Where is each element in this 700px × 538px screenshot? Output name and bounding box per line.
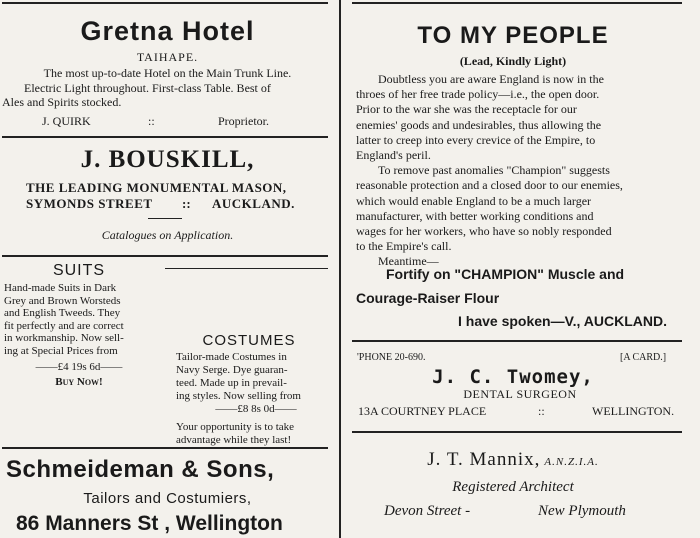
suits-costumes-rule	[165, 268, 328, 269]
twomey-separator: ::	[538, 404, 545, 418]
costumes-closing	[176, 421, 336, 447]
schmeideman-address: 86 Manners St , Wellington	[16, 512, 283, 535]
champion-line: Meantime—	[378, 254, 439, 269]
champion-signoff: I have spoken—V., AUCKLAND.	[458, 313, 668, 329]
champion-line: which would enable England to be a much larger	[356, 193, 592, 208]
bouskill-street: SYMONDS STREET	[26, 196, 153, 211]
suits-line: fit perfectly and are correct	[4, 319, 124, 332]
costumes-closing-line: Your opportunity is to take	[176, 421, 295, 433]
mannix-street: Devon Street -	[384, 503, 471, 519]
bouskill-short-rule	[148, 218, 182, 219]
divider-bouskill	[2, 255, 328, 257]
mannix-qualifications: A.N.Z.I.A.	[544, 456, 599, 468]
bouskill-catalogues: Catalogues on Application.	[101, 228, 234, 242]
champion-fortify-line-1: Fortify on "CHAMPION" Muscle and	[386, 266, 625, 282]
divider-gretna	[2, 136, 328, 138]
bouskill-name: J. BOUSKILL,	[80, 146, 255, 173]
twomey-title: DENTAL SURGEON	[463, 387, 577, 401]
mannix-city: New Plymouth	[538, 503, 626, 519]
gretna-line-2: Electric Light throughout. First-class Table. Best of	[24, 81, 271, 95]
bouskill-tagline: THE LEADING MONUMENTAL MASON,	[26, 180, 287, 195]
suits-line: ing at Special Prices from	[4, 344, 118, 357]
suits-line: Hand-made Suits in Dark	[4, 282, 117, 294]
champion-line: England's peril.	[356, 148, 431, 163]
gretna-line-3: Ales and Spirits stocked.	[2, 95, 122, 109]
champion-line: to the Empire's call.	[356, 239, 452, 254]
champion-line: wages for her workers, who have so nobly responded	[356, 224, 612, 239]
twomey-name: J. C. Twomey,	[432, 366, 594, 388]
divider-twomey	[352, 431, 682, 433]
gretna-hotel-name: Gretna Hotel	[80, 16, 255, 46]
suits-body	[4, 282, 164, 357]
gretna-town: TAIHAPE.	[136, 50, 199, 64]
gretna-proprietor-name: J. QUIRK	[42, 114, 91, 128]
champion-line: reasonable protection and a closed door to our enemies,	[356, 178, 623, 193]
mannix-title: Registered Architect	[452, 479, 574, 495]
costumes-body	[176, 351, 336, 403]
schmeideman-name: Schmeideman & Sons,	[6, 456, 275, 483]
twomey-address: 13A COURTNEY PLACE	[358, 404, 487, 418]
bouskill-separator: ::	[182, 196, 191, 211]
suits-line: Grey and Brown Worsteds	[4, 294, 121, 307]
champion-body	[356, 72, 678, 270]
costumes-heading: COSTUMES	[202, 332, 296, 349]
top-right-rule	[352, 2, 682, 4]
suits-line: in workmanship. Now sell-	[4, 332, 124, 344]
suits-price: ——£4 19s 6d——	[35, 361, 123, 373]
costumes-line: teed. Made up in prevail-	[176, 377, 287, 389]
champion-line: enemies' goods and undesirables, thus allowing the	[356, 117, 602, 132]
costumes-line: ing styles. Now selling from	[176, 390, 301, 402]
champion-line: manufacturer, with better working conditions and	[356, 208, 594, 223]
schmeideman-line: Tailors and Costumiers,	[83, 490, 252, 507]
champion-line: To remove past anomalies "Champion" suggests	[378, 163, 610, 178]
gretna-proprietor-title: Proprietor.	[218, 114, 269, 128]
twomey-card: [A CARD.]	[620, 352, 667, 363]
gretna-separator: ::	[148, 114, 155, 128]
suits-heading: SUITS	[52, 262, 106, 279]
twomey-city: WELLINGTON.	[592, 404, 675, 418]
costumes-closing-line: advantage while they last!	[176, 434, 292, 446]
divider-champion	[352, 340, 682, 342]
mannix-heading	[343, 449, 683, 471]
costumes-line: Navy Serge. Dye guaran-	[176, 364, 288, 376]
champion-line: Prior to the war she was the receptacle for our	[356, 102, 577, 117]
suits-line: and English Tweeds. They	[4, 307, 121, 319]
champion-subheading: (Lead, Kindly Light)	[459, 54, 567, 68]
costumes-line: Tailor-made Costumes in	[176, 351, 287, 363]
twomey-phone: 'PHONE 20-690.	[357, 352, 426, 363]
divider-suits	[2, 447, 328, 449]
champion-line: throes of her free trade policy—i.e., the open door.	[356, 87, 600, 102]
mannix-name: J. T. Mannix,	[427, 449, 541, 470]
costumes-price: ——£8 8s 0d——	[215, 403, 297, 415]
gretna-line-1: The most up-to-date Hotel on the Main Trunk Line.	[43, 66, 292, 80]
bouskill-city: AUCKLAND.	[212, 196, 295, 211]
champion-fortify-line-2: Courage-Raiser Flour	[356, 290, 500, 306]
suits-cta: Buy Now!	[55, 376, 103, 388]
champion-line: latter to creep into every crevice of the Empire, to	[356, 132, 596, 147]
top-left-rule	[2, 2, 328, 4]
champion-line: Doubtless you are aware England is now in the	[378, 72, 604, 86]
champion-heading: TO MY PEOPLE	[417, 22, 609, 49]
